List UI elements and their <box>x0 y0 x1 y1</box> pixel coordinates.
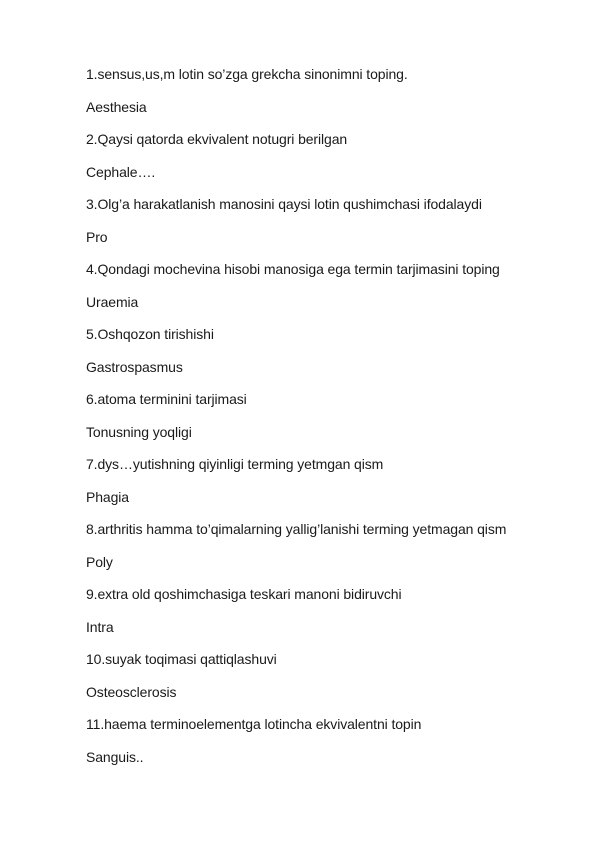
answer-7: Phagia <box>86 488 129 505</box>
question-3: 3.Olg’a harakatlanish manosini qaysi lotin qushimchasi ifodalaydi <box>86 196 482 212</box>
answer-10: Osteosclerosis <box>86 683 177 700</box>
answer-11: Sanguis.. <box>86 748 144 765</box>
question-2: 2.Qaysi qatorda ekvivalent notugri berilgan <box>86 131 348 147</box>
question-5: 5.Oshqozon tirishishi <box>86 326 214 342</box>
question-10: 10.suyak toqimasi qattiqlashuvi <box>86 651 277 667</box>
question-9: 9.extra old qoshimchasiga teskari manoni bidiruvchi <box>86 586 402 602</box>
question-7: 7.dys…yutishning qiyinligi terming yetmgan qism <box>86 456 384 472</box>
answer-2: Cephale…. <box>86 163 156 180</box>
question-11: 11.haema terminoelementga lotincha ekvivalentni topin <box>86 716 422 732</box>
answer-8: Poly <box>86 553 113 570</box>
answer-4: Uraemia <box>86 293 139 310</box>
answer-5: Gastrospasmus <box>86 358 183 375</box>
answer-6: Tonusning yoqligi <box>86 423 192 440</box>
question-list <box>86 58 566 773</box>
answer-9: Intra <box>86 618 114 635</box>
answer-1: Aesthesia <box>86 98 147 115</box>
question-4: 4.Qondagi mochevina hisobi manosiga ega termin tarjimasini toping <box>86 261 500 277</box>
question-1: 1.sensus,us,m lotin so’zga grekcha sinonimni toping. <box>86 66 408 82</box>
question-8: 8.arthritis hamma to’qimalarning yallig’lanishi terming yetmagan qism <box>86 521 507 537</box>
question-6: 6.atoma terminini tarjimasi <box>86 391 247 407</box>
answer-3: Pro <box>86 228 108 245</box>
